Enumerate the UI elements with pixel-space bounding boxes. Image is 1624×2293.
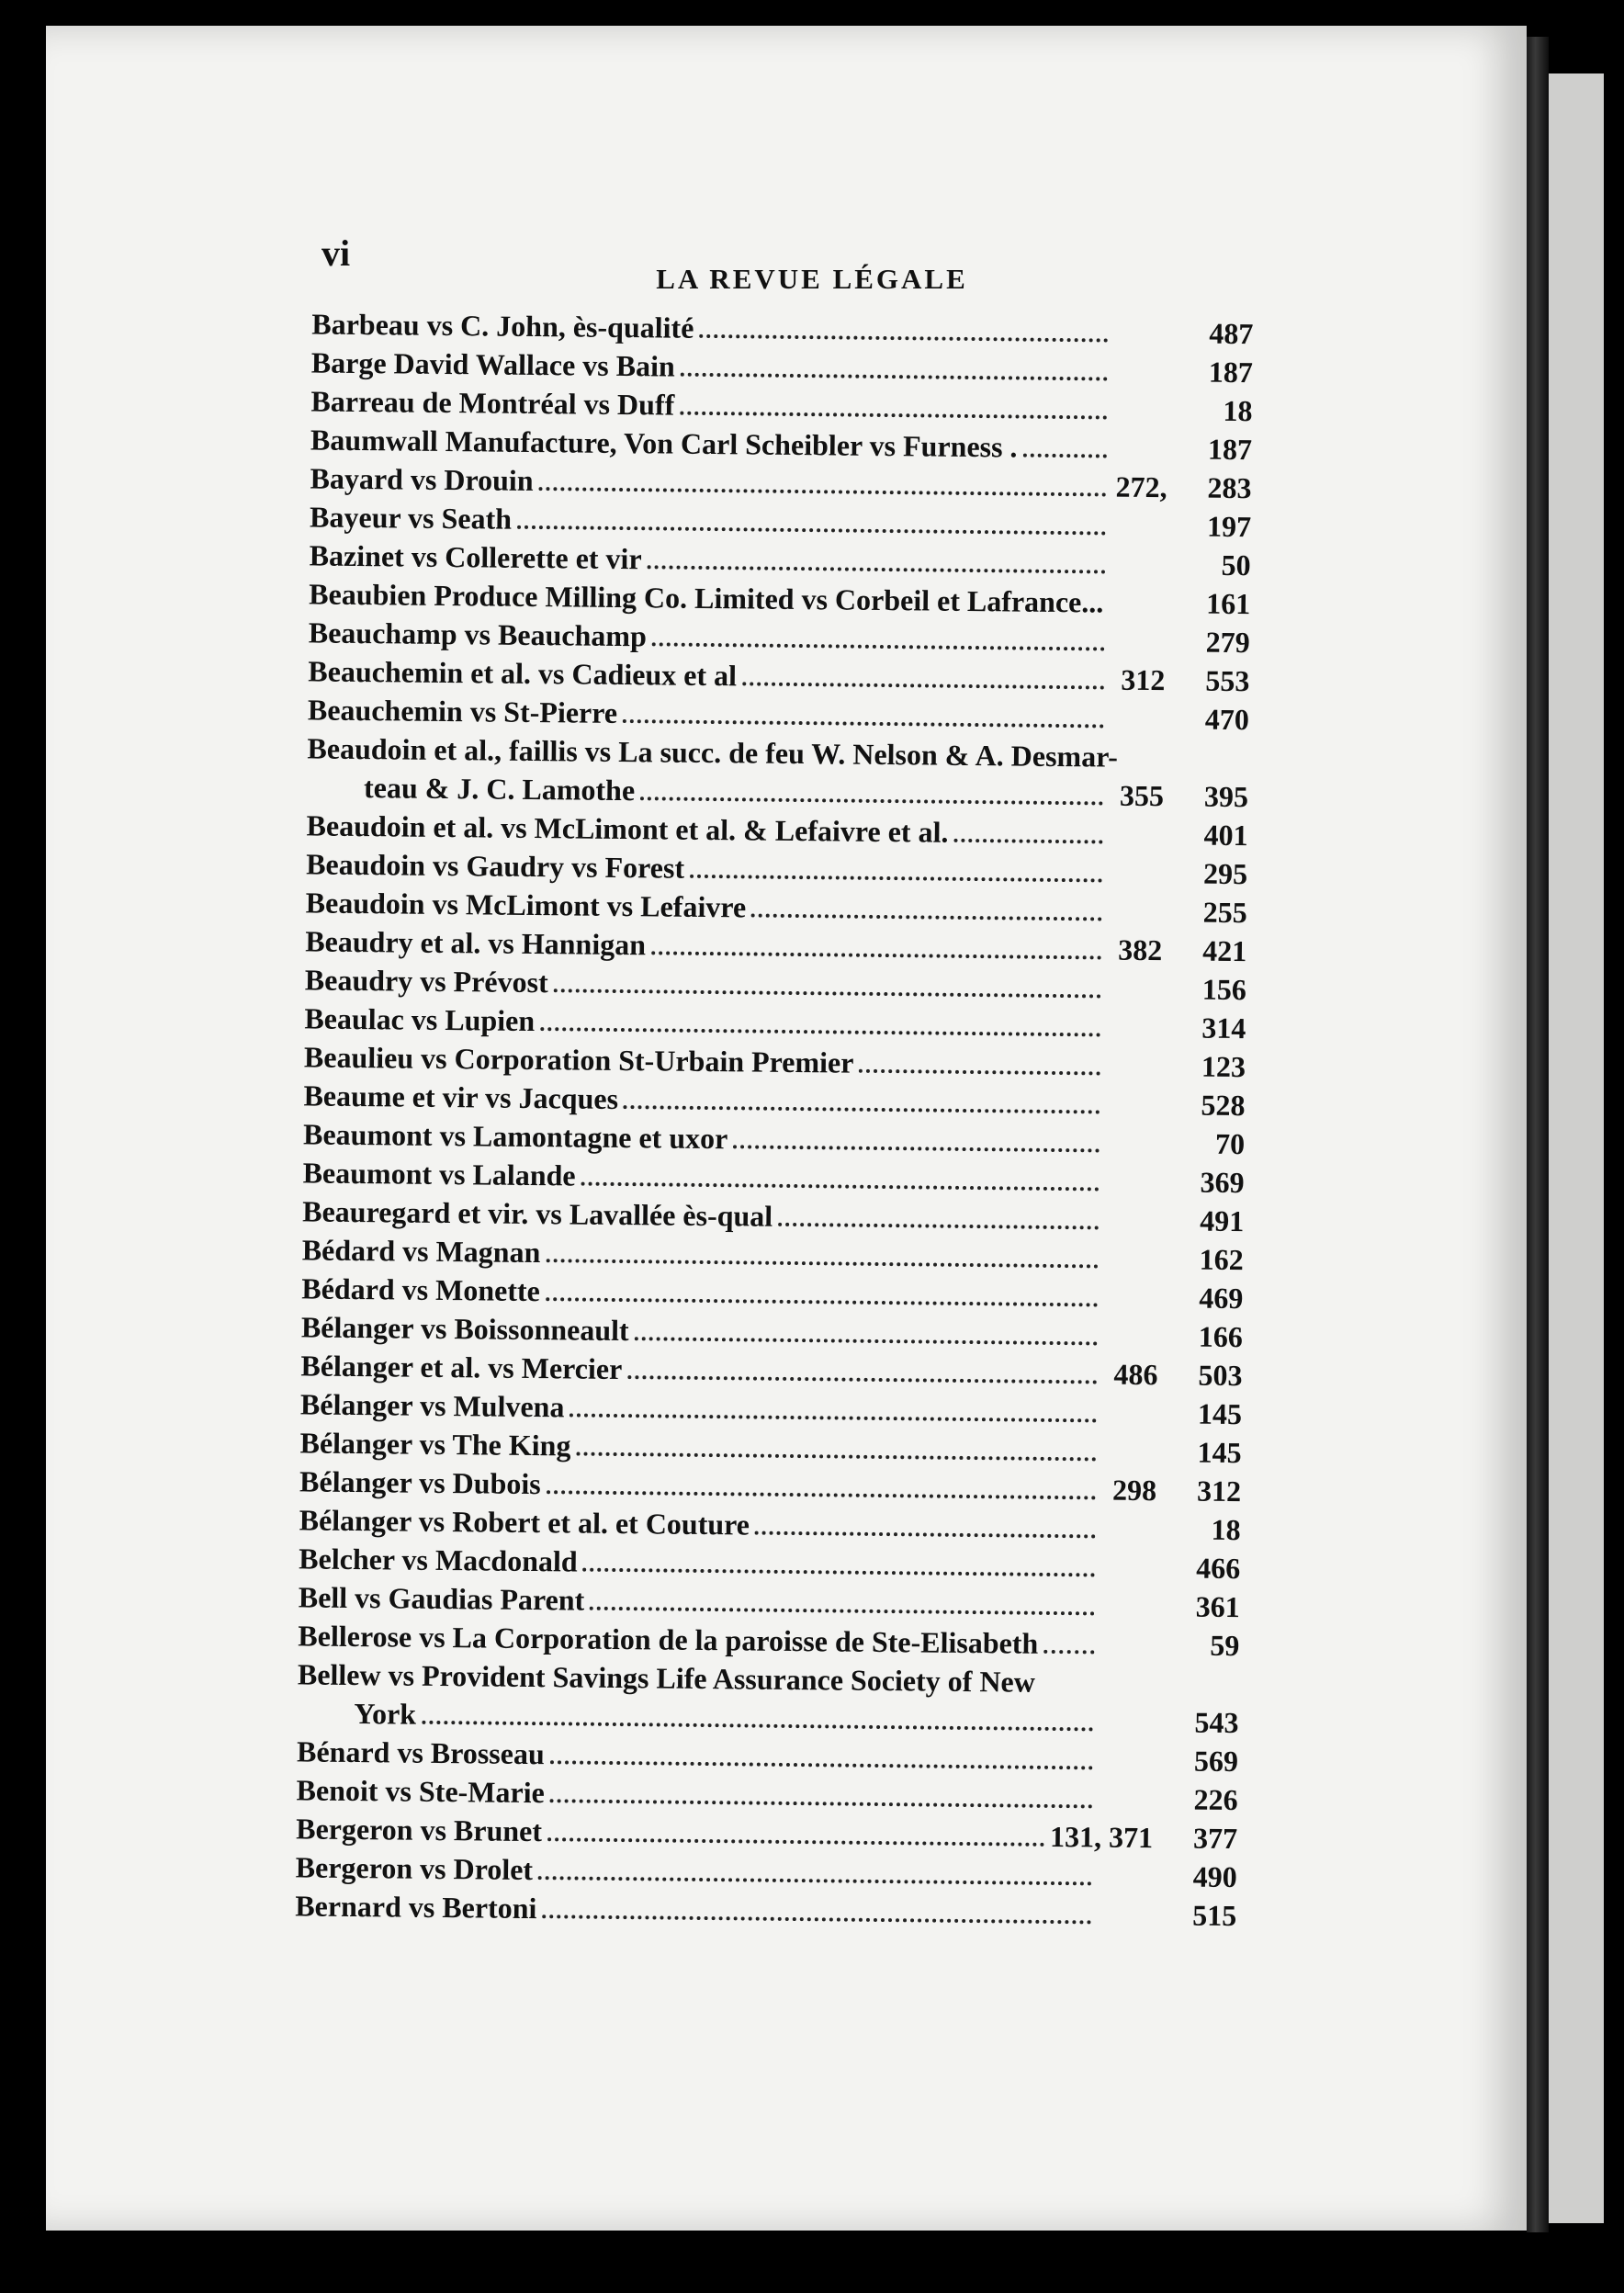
case-name: Barbeau vs C. John, ès-qualité xyxy=(311,304,694,346)
dot-leader xyxy=(778,1215,1099,1230)
page-reference: 553 xyxy=(1185,661,1249,700)
page-reference: 421 xyxy=(1182,931,1246,970)
dot-leader xyxy=(1043,1643,1094,1655)
page-reference: 50 xyxy=(1186,545,1250,584)
page-reference: 543 xyxy=(1174,1702,1238,1742)
page-reference: 283 xyxy=(1187,468,1251,507)
secondary-pages: 272, xyxy=(1111,468,1251,508)
case-name: Bélanger vs Boissonneault xyxy=(301,1307,629,1350)
page-reference: 295 xyxy=(1183,853,1247,893)
page-reference: 466 xyxy=(1176,1548,1240,1587)
dot-leader xyxy=(547,1483,1097,1499)
secondary-pages: 382 xyxy=(1107,931,1246,971)
page-reference: 487 xyxy=(1189,313,1253,353)
page-number: vi xyxy=(321,232,350,275)
dot-leader xyxy=(547,1830,1044,1847)
page-reference: 314 xyxy=(1181,1008,1246,1047)
dot-leader xyxy=(755,1524,1096,1539)
page-reference: 187 xyxy=(1189,352,1253,391)
dot-leader xyxy=(583,1561,1096,1577)
case-name: Bergeron vs Drolet xyxy=(296,1847,534,1889)
dot-leader xyxy=(546,1251,1098,1268)
dot-leader xyxy=(680,404,1107,420)
page-reference: 145 xyxy=(1177,1432,1241,1472)
secondary-pages: 131, 371 xyxy=(1050,1817,1237,1858)
case-name: Belcher vs Macdonald xyxy=(299,1539,578,1580)
secondary-pages: 486 xyxy=(1102,1355,1242,1395)
dot-leader xyxy=(538,1869,1092,1885)
page-reference: 18 xyxy=(1176,1509,1240,1549)
dot-leader xyxy=(550,1791,1093,1808)
case-name: Beauchemin et al. vs Cadieux et al xyxy=(308,651,737,695)
page-reference: 361 xyxy=(1176,1587,1240,1626)
page-reference: 156 xyxy=(1182,969,1246,1009)
case-name: Bélanger vs Mulvena xyxy=(300,1384,565,1426)
case-name: Beaumont vs Lalande xyxy=(302,1153,575,1194)
dot-leader xyxy=(651,943,1101,959)
case-name: Beaudoin et al. vs McLimont et al. & Lefaivre et al. xyxy=(306,806,948,851)
dot-leader xyxy=(751,907,1102,921)
dot-leader xyxy=(859,1062,1100,1076)
page-reference: 377 xyxy=(1173,1818,1237,1858)
page-reference: 369 xyxy=(1179,1162,1244,1202)
page-reference: 162 xyxy=(1179,1239,1244,1279)
dot-leader xyxy=(640,789,1103,805)
case-name: Beaulieu vs Corporation St-Urbain Premier xyxy=(304,1037,854,1081)
case-name: Beaulac vs Lupien xyxy=(304,999,535,1040)
case-name: Beaudry et al. vs Hannigan xyxy=(305,921,646,964)
dot-leader xyxy=(648,558,1106,573)
dot-leader xyxy=(570,1406,1097,1422)
dot-leader xyxy=(542,1907,1091,1924)
dot-leader xyxy=(690,867,1102,883)
page-reference: 187 xyxy=(1188,429,1252,469)
dot-leader xyxy=(546,1290,1099,1306)
dot-leader xyxy=(1022,446,1107,458)
case-name: Bergeron vs Brunet xyxy=(296,1809,542,1850)
page-reference: 395 xyxy=(1184,776,1248,816)
case-name: Benoit vs Ste-Marie xyxy=(296,1770,545,1812)
dot-leader xyxy=(953,831,1102,844)
dot-leader xyxy=(576,1445,1096,1462)
page-reference: 469 xyxy=(1179,1278,1243,1317)
case-name: Bélanger vs The King xyxy=(299,1423,570,1464)
dot-leader xyxy=(652,635,1105,650)
case-name: Bédard vs Magnan xyxy=(302,1230,541,1271)
page-reference: 123 xyxy=(1181,1046,1246,1086)
dot-leader xyxy=(550,1753,1093,1769)
case-name: Beaumont vs Lamontagne et uxor xyxy=(303,1114,728,1158)
case-name: teau & J. C. Lamothe xyxy=(364,768,636,809)
case-name: Beauchemin vs St-Pierre xyxy=(308,690,618,732)
case-name: Barreau de Montréal vs Duff xyxy=(310,381,674,424)
dot-leader xyxy=(742,674,1104,689)
dot-leader xyxy=(540,1020,1100,1036)
case-name: Bélanger vs Robert et al. et Couture xyxy=(299,1500,750,1543)
page-reference: 279 xyxy=(1186,622,1250,661)
page-reference: 491 xyxy=(1179,1201,1244,1240)
dot-leader xyxy=(538,480,1106,496)
case-name: Bernard vs Bertoni xyxy=(295,1886,537,1927)
dot-leader xyxy=(590,1599,1095,1616)
secondary-pages: 312 xyxy=(1110,661,1249,701)
case-name: Beaudry vs Prévost xyxy=(305,960,548,1001)
case-name: York xyxy=(354,1694,416,1734)
dot-leader xyxy=(581,1175,1099,1192)
page-reference: 255 xyxy=(1182,892,1246,932)
page-reference: 312 xyxy=(1177,1471,1241,1510)
dot-leader xyxy=(733,1137,1100,1152)
index-entry xyxy=(297,1655,1239,1742)
dot-leader xyxy=(681,366,1108,381)
dot-leader xyxy=(517,518,1106,536)
case-name: Beaume et vir vs Jacques xyxy=(303,1076,618,1118)
dot-leader xyxy=(699,327,1108,343)
page-reference: 470 xyxy=(1185,699,1249,739)
dot-leader xyxy=(554,981,1101,998)
case-name: Bédard vs Monette xyxy=(301,1269,540,1310)
page-reference: 490 xyxy=(1173,1857,1237,1896)
case-name: Bénard vs Brosseau xyxy=(297,1732,545,1773)
case-name: Beaudoin vs Gaudry vs Forest xyxy=(306,844,684,887)
case-name: Baumwall Manufacture, Von Carl Scheibler vs Furness . xyxy=(310,420,1018,466)
case-name: Bell vs Gaudias Parent xyxy=(299,1577,585,1619)
case-name: Beaudoin et al., faillis vs La succ. de feu W. Nelson & A. Desmar- xyxy=(307,729,1118,775)
dot-leader xyxy=(623,712,1104,728)
page-reference: 18 xyxy=(1188,390,1252,430)
case-name: Beauregard et vir. vs Lavallée ès-qual xyxy=(302,1192,773,1235)
case-name: Bazinet vs Collerette et vir xyxy=(310,536,642,578)
dot-leader xyxy=(627,1368,1097,1384)
page-reference: 226 xyxy=(1173,1779,1237,1819)
secondary-pages: 355 xyxy=(1109,776,1248,817)
page-reference: 515 xyxy=(1172,1895,1236,1935)
page-reference: 503 xyxy=(1178,1355,1242,1395)
page-reference: 569 xyxy=(1174,1741,1238,1780)
index-entry xyxy=(307,729,1249,816)
page-reference: 166 xyxy=(1179,1316,1243,1356)
dot-leader xyxy=(422,1713,1094,1732)
case-name: Bayeur vs Seath xyxy=(310,497,512,537)
case-name: Bellerose vs La Corporation de la paroisse de Ste-Elisabeth xyxy=(298,1616,1038,1662)
page-reference: 528 xyxy=(1180,1085,1245,1124)
page-reference: 401 xyxy=(1183,815,1247,854)
case-name: Beaubien Produce Milling Co. Limited vs Corbeil et Lafrance... xyxy=(309,574,1104,621)
page-reference: 161 xyxy=(1186,583,1250,623)
page-reference: 59 xyxy=(1175,1625,1239,1665)
case-name: Barge David Wallace vs Bain xyxy=(311,343,675,385)
case-name: Beauchamp vs Beauchamp xyxy=(309,613,647,655)
page-reference: 145 xyxy=(1178,1394,1242,1433)
case-name: Bélanger et al. vs Mercier xyxy=(300,1346,622,1388)
page-reference: 197 xyxy=(1187,506,1251,546)
dot-leader xyxy=(624,1098,1100,1113)
case-name: Beaudoin vs McLimont vs Lefaivre xyxy=(306,883,747,926)
dot-leader xyxy=(635,1329,1098,1345)
case-name: Bélanger vs Dubois xyxy=(299,1462,541,1503)
running-title: LA REVUE LÉGALE xyxy=(0,263,1624,296)
secondary-pages: 298 xyxy=(1101,1471,1241,1511)
case-name: Bayard vs Drouin xyxy=(310,458,533,500)
page-reference: 70 xyxy=(1180,1124,1245,1163)
case-name: Bellew vs Provident Savings Life Assurance Society of New xyxy=(298,1655,1035,1700)
